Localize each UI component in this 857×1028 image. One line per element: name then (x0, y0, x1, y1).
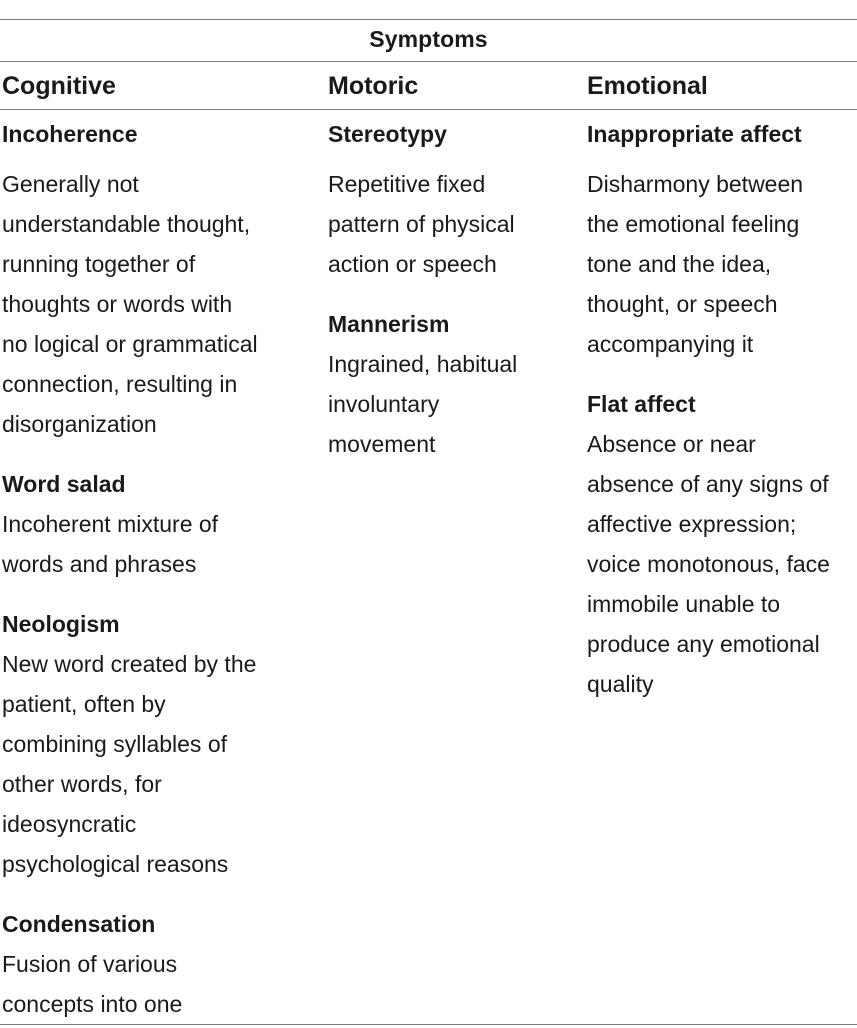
entry-inappropriate-affect (587, 114, 855, 364)
definition-inappropriate-affect: Disharmony between the emotional feeling tone and the idea, thought, or speech accompanying it (587, 171, 804, 357)
column-cognitive (2, 114, 312, 1024)
entry-stereotypy (328, 114, 578, 284)
column-motoric (328, 114, 578, 464)
definition-mannerism: Ingrained, habitual involuntary movement (328, 351, 518, 457)
entry-condensation (2, 904, 312, 1024)
column-emotional (587, 114, 855, 704)
definition-neologism: New word created by the patient, often by combining syllables of other words, for ideosyncratic psychological reasons (2, 651, 257, 877)
entry-neologism (2, 604, 312, 884)
term-neologism: Neologism (2, 611, 120, 637)
definition-word-salad: Incoherent mixture of words and phrases (2, 511, 219, 577)
definition-incoherence: Generally not understandable thought, running together of thoughts or words with no logical or grammatical connection, resulting in disorganization (2, 171, 258, 437)
term-stereotypy: Stereotypy (328, 121, 447, 147)
term-incoherence: Incoherence (2, 121, 138, 147)
bottom-rule (0, 1024, 857, 1025)
column-header-emotional: Emotional (587, 72, 708, 100)
definition-condensation: Fusion of various concepts into one (2, 951, 183, 1017)
definition-stereotypy: Repetitive fixed pattern of physical action or speech (328, 171, 515, 277)
entry-mannerism (328, 304, 578, 464)
definition-flat-affect: Absence or near absence of any signs of affective expression; voice monotonous, face immobile unable to produce any emotional quality (587, 431, 830, 697)
term-flat-affect: Flat affect (587, 391, 696, 417)
entry-word-salad (2, 464, 312, 584)
top-rule (0, 19, 857, 20)
entry-incoherence (2, 114, 312, 444)
term-mannerism: Mannerism (328, 311, 450, 337)
table-spanner-heading: Symptoms (369, 26, 488, 52)
term-inappropriate-affect: Inappropriate affect (587, 121, 802, 147)
column-header-motoric: Motoric (328, 72, 419, 100)
column-header-cognitive: Cognitive (2, 72, 116, 100)
header-rule (0, 109, 857, 110)
term-condensation: Condensation (2, 911, 156, 937)
term-word-salad: Word salad (2, 471, 126, 497)
spanner-rule (0, 61, 857, 62)
entry-flat-affect (587, 384, 855, 704)
